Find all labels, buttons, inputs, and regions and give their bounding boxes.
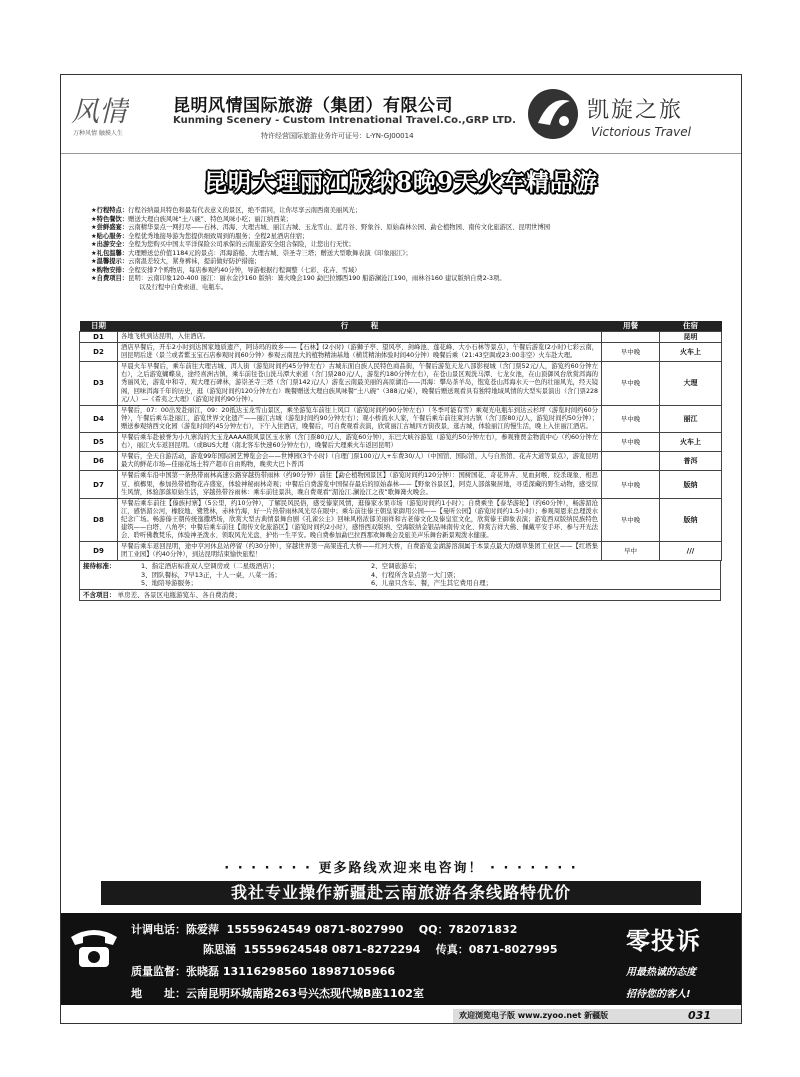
day-cell: D4 bbox=[80, 405, 118, 432]
table-row bbox=[80, 452, 722, 471]
table-row bbox=[80, 362, 722, 405]
itinerary-cell: 早餐后乘车前往【傣族村寨】（5公里，约10分钟），了解民风民俗，感受傣家风情，逛傣家水果市场（游览时间约1小时）；自费乘坐【泰华游轮】（约60分钟），畅游湄沧江，感悟湄公河，橡胶地、鹭鸶林，赤林竹海，好一片热带雨林风光尽在眼中；乘车前往傣王朝皇家御用公园——【曼听公园】（游览时间约1.5小时）；参观周恩来总理泼水纪念广场。畅游傣王朝传统迤撒塔场，欣赏大型古典情景舞台剧《孔雀公主》回味风格浓郁美丽祥和古老傣文化及傣皇室文化，欣赏傣王御象表演；游览西双版纳民族特色建筑——白塔、八角亭；中餐后乘车前往【南传文化旅游区】（游览时间约2小时），感悟西双版纳、空海版纳金银品味南传文化、仰赏吉祥大佛、佩戴平安手环、参与开光法会、聆听佛教梵乐，体验神圣泼水、领取风光光盘、护佑一生平安。晚自费参加勐巴拉西那欢舞晚会及旅美声乐舞台新景观泼水健康。 bbox=[118, 498, 602, 541]
day-cell: D1 bbox=[80, 332, 118, 343]
note-item: 1、指定酒店标准双人空调房或（二星级酒店）； bbox=[141, 562, 279, 570]
stay-cell: 火车上 bbox=[660, 433, 722, 452]
info-row bbox=[91, 258, 711, 267]
tour-info bbox=[91, 207, 711, 292]
info-key: ★购物安排： bbox=[91, 266, 129, 274]
qc-value: 张晓磊 13116298560 18987105966 bbox=[186, 965, 396, 978]
info-value: 云南温差较大，紧身裤袜，提前做好防护措施； bbox=[128, 258, 261, 265]
stay-cell: 大理 bbox=[660, 362, 722, 405]
info-key: ★行程特点： bbox=[91, 207, 129, 214]
table-row bbox=[80, 471, 722, 498]
info-row bbox=[91, 224, 711, 233]
table-header-row bbox=[80, 321, 722, 332]
info-value: 全程为您购买中国太平洋保险公司承保的云南旅游安全组合保险，让您出行无忧； bbox=[128, 241, 355, 248]
table-row bbox=[80, 498, 722, 541]
meal-cell bbox=[602, 452, 660, 471]
contact-name: 陈爱萍 bbox=[186, 923, 219, 936]
table-row bbox=[80, 542, 722, 561]
qq-label: QQ： bbox=[418, 923, 449, 936]
stay-cell: 普洱 bbox=[660, 452, 722, 471]
info-row bbox=[91, 241, 711, 250]
itinerary-cell: 早餐后乘车返回昆明，途中亨河休息站停留（约30分钟），穿越世界第一高架连孔大桥——红河大桥，自费游览金湖游溶洞属于本景点最大的烟草集团工业区——【红塔集团工业园】（约40分钟），到达昆明结束愉快旅程！ bbox=[118, 542, 602, 561]
info-value: 昆明：云南印象120-400 丽江：丽水金沙160 版纳：篝火晚会190 勐巴拉娜西190 船游澜沧江190，雨林谷160 建议版纳自费2-3项。 bbox=[128, 275, 506, 282]
info-value: 全程优秀地接导游为您提供细致周到的服务；全程2星酒店住宿； bbox=[128, 232, 309, 240]
itinerary-cell: 早晨火车早餐后，乘车前往大理古城、洱人街（游览时间约45分钟左右）古城东面白族人民特色商品街，午餐后游览天龙八部影视城（含门票52元/人，游览约60分钟左右），之后游览蝴蝶泉，途经喜洲古镇，乘车前往苍山洗马潭大索道（含门票280元/人，游览约180分钟左右），在苍山景区观洗马潭、七龙女池，在山顶御风台欣赏洱海的秀丽风光，游览中和寺、观大理石碑林，游崇圣寺三塔（含门票142元/人）游览云南最美丽的高原湖泊——洱海：攀岛茶羊岛，饱览苍山洱海水天一色的壮丽风光，经天镜阁，回味洱海千年的历史，逛（游览时间约120分钟左右）晚餐赠送大理白族风味餐“土八碗”（388元/桌），晚餐后赠送观看具有独特地域风情的大型实景演出（含门票228元/人）—《希夷之大理》（游览时间约90分钟）。 bbox=[118, 362, 602, 405]
stay-cell: 昆明 bbox=[660, 332, 722, 343]
note-item: 5、地陪导游服务； bbox=[141, 579, 198, 588]
victorious-logo-icon bbox=[526, 87, 580, 141]
itinerary-cell: 早餐后乘车赴被誉为小九寨沟的大玉龙AAAA级风景区玉水寨（含门票80元/人，游览60分钟），东巴大峡谷游览（游览约50分钟左右），参观雅贾金物流中心（约60分钟左右），丽江火车返回昆明。（或BUS大理（南北客车快速60分钟左右），晚餐后大理乘火车返回昆明） bbox=[118, 433, 602, 452]
itinerary-table bbox=[79, 321, 722, 561]
info-row bbox=[91, 284, 711, 293]
day-cell: D3 bbox=[80, 362, 118, 405]
logo-text: 风情 bbox=[71, 95, 128, 128]
info-key: ★礼包温馨： bbox=[91, 249, 129, 257]
itinerary-cell: 早餐后，07：00出发赴丽江，09：20抵达玉龙雪山景区，乘坐游览车前往上风口（游览时间约90分钟左右）（冬季可能有雪）乘观光电瓶车到达云杉坪（游览时间约60分钟），午餐后乘车赴丽江，游览世界文化遗产——丽江古城（游览时间约90分钟左右）；观小桥流水人家，午餐后乘车前往束河古镇（含门票80元/人，游览时间约50分钟）；赠送参观纳西文化园（游览时间约45分钟左右），下午入住酒店，晚餐后，可自费观看表演，欣赏丽江古城四方街夜景，逛古城，体验丽江的慢生活，晚上入住丽江酒店。 bbox=[118, 405, 602, 432]
info-row bbox=[91, 275, 711, 284]
qc-label: 质量监督： bbox=[131, 965, 186, 978]
service-notes bbox=[79, 561, 721, 601]
brochure-page bbox=[60, 74, 742, 1024]
info-key: ★贴心服务： bbox=[91, 232, 129, 240]
stay-cell: /// bbox=[660, 542, 722, 561]
address-row bbox=[131, 985, 424, 1001]
contact-name: 陈思涵 bbox=[203, 943, 236, 956]
meal-cell bbox=[602, 332, 660, 343]
info-value: 赠送大理白族风味“土八碗”、特色风味小吃；丽江纳西菜； bbox=[128, 215, 293, 223]
excl-text: 单房差、各景区电瓶游览车、各自费消费； bbox=[117, 590, 242, 599]
note-item: 4、行程所含景点第一大门票； bbox=[371, 570, 460, 579]
header bbox=[61, 75, 741, 154]
slogan-2: 招待您的客人! bbox=[626, 989, 691, 1000]
zero-complaint: 零投诉 bbox=[626, 926, 701, 955]
quality-row bbox=[131, 963, 395, 979]
day-cell: D9 bbox=[80, 542, 118, 561]
day-cell: D7 bbox=[80, 471, 118, 498]
address-value: 云南昆明环城南路263号兴杰现代城B座1102室 bbox=[186, 987, 424, 1000]
fax-number: 0871-8027995 bbox=[468, 943, 558, 956]
address-label: 地 址： bbox=[131, 987, 186, 1000]
license-number: 特许经营国际旅游业务许可证号：L-YN-GJ00014 bbox=[261, 132, 414, 140]
info-key: ★温馨提示： bbox=[91, 258, 129, 265]
stay-cell: 火车上 bbox=[660, 343, 722, 362]
info-row bbox=[91, 267, 711, 276]
brand-name: 凯旋之旅 bbox=[587, 98, 684, 123]
footer-text: 欢迎浏览电子版 www.zyoo.net 新疆版 bbox=[459, 1011, 609, 1020]
stay-cell: 丽江 bbox=[660, 405, 722, 432]
fax-label: 传真： bbox=[435, 943, 469, 956]
excl-label: 不含项目： bbox=[83, 590, 116, 599]
info-value: 以及行程中自费索道、电瓶车。 bbox=[139, 283, 228, 291]
page-title: 昆明大理丽江版纳8晚9天火车精品游 bbox=[203, 169, 598, 196]
day-cell: D6 bbox=[80, 452, 118, 471]
info-key: ★自费项目： bbox=[91, 275, 129, 282]
company-logo-icon bbox=[69, 87, 129, 139]
hotline-row-2 bbox=[203, 941, 558, 957]
itinerary-cell: 酒店早餐后，开车2小时到达国家地质遗产，阿诗玛的故乡——【石林】(2小时)（游狮子亭、望风亭、剑峰池、莲花峰、大小石林等景点），午餐后游览(2小时)七彩云南，回昆明后进（景兰或者紫玉宝石店参观时间60分钟）参观云南昆大的植物精油基地（横贯精油体验时间40分钟）晚餐后乘（21:43空调或23:00非空）火车赴大理。 bbox=[118, 343, 602, 362]
info-row bbox=[91, 233, 711, 242]
info-value: 行程谷纳最具特色和最有代表意义的景区，绝不雷同，让你尽享云南西南美丽风光； bbox=[128, 207, 362, 214]
meal-cell: 早中 bbox=[602, 542, 660, 561]
footer-bar bbox=[453, 1009, 741, 1023]
company-name: 昆明风情国际旅游（集团）有限公司 bbox=[173, 96, 453, 116]
table-row bbox=[80, 343, 722, 362]
note-item: 6、儿童只含车、餐，产生其它费用自理； bbox=[371, 579, 493, 588]
contact-panel bbox=[61, 913, 741, 1005]
info-key: ★特色餐饮： bbox=[91, 215, 129, 223]
info-row bbox=[91, 207, 711, 216]
info-row bbox=[91, 250, 711, 259]
info-key: ★尝鲜盛宴： bbox=[91, 224, 129, 231]
hotline-row bbox=[131, 921, 517, 937]
info-key: ★出游安全： bbox=[91, 241, 129, 248]
company-name-en: Kunming Scenery - Custom Intrenational Travel.Co.,GRP LTD. bbox=[173, 115, 516, 126]
meal-cell: 早中晚 bbox=[602, 471, 660, 498]
brand-name-en: Victorious Travel bbox=[591, 125, 691, 139]
meal-cell: 早中晚 bbox=[602, 498, 660, 541]
stay-cell: 版纳 bbox=[660, 498, 722, 541]
contact-phones: 15559624548 0871-8272294 bbox=[243, 943, 421, 956]
info-value: 全程安排7个购物店，每店参观约40分钟，导游根据行程调整（七彩、花卉、雪域） bbox=[128, 266, 361, 274]
info-value: 大理赠送总价值1184元的景点：洱海游船、大理古城、崇圣寺三塔；赠送大型歌舞表演《印象丽江》； bbox=[128, 249, 412, 257]
more-routes-banner: · · · · · · · 更多路线欢迎来电咨询！ · · · · · · · bbox=[224, 861, 578, 876]
hotline-label: 计调电话： bbox=[131, 923, 186, 936]
qq-number: 782071832 bbox=[448, 923, 518, 936]
day-cell: D5 bbox=[80, 433, 118, 452]
meal-cell: 早中晚 bbox=[602, 362, 660, 405]
info-value: 云南精华景点一网打尽——石林、洱海、大理古城、丽江古城、玉龙雪山、蓝月谷、野象谷、原始森林公园、勐仑植物园、南传文化旅游区、昆明世博园 bbox=[128, 224, 551, 231]
info-row bbox=[91, 216, 711, 225]
page-number: 031 bbox=[688, 1009, 711, 1022]
header-stay: 住宿 bbox=[660, 321, 722, 332]
promo-banner: 我社专业操作新疆赴云南旅游各条线路特优价 bbox=[101, 881, 701, 905]
slogan-1: 用最热诚的态度 bbox=[626, 967, 696, 978]
logo-sub: 万种风情 触摸人生 bbox=[73, 130, 123, 137]
info-key bbox=[91, 284, 139, 293]
contact-phones: 15559624549 0871-8027990 bbox=[226, 923, 404, 936]
telephone-icon bbox=[67, 923, 121, 971]
itinerary-cell: 早餐后，全天自游活动，游览99年国际园艺博览会会——世博园(3个小时)（自理门票100元/人+车费30/人）（中国馆、国际馆、人与自然馆、花卉大道等景点），游览昆明最大的鲜花市场—佳丽花场土特产超市自由购物，晚卖大巴卜普洱 bbox=[118, 452, 602, 471]
day-cell: D2 bbox=[80, 343, 118, 362]
table-row bbox=[80, 332, 722, 343]
header-day: 日期 bbox=[80, 321, 118, 332]
itinerary-cell: 各地飞机到达昆明，入住酒店。 bbox=[118, 332, 602, 343]
meal-cell: 早中晚 bbox=[602, 433, 660, 452]
std-label: 接待标准： bbox=[83, 562, 116, 570]
meal-cell: 早中晚 bbox=[602, 405, 660, 432]
day-cell: D8 bbox=[80, 498, 118, 541]
itinerary-cell: 早餐后乘车沿中国第一条热带雨林高速公路穿越热带雨林（约90分钟）前往【勐仑植物园景区】（游览时间约120分钟）：国树国花、奇花异卉、见血封喉、绞杀现象、相思豆、槟榔果，参加热带植物花卉盛宴，体验神秘雨林奇观；中餐后自费游览中国保存最后的原始森林——【野象谷景区】，阿克人部落聚居地，寻觅深藏的野生动物，感受原生风情，体验部落原始生活，穿越热带谷雨林：乘车前往景洪，晚自费观看“湄沧江.澜沧江之夜”歌舞篝火晚会。 bbox=[118, 471, 602, 498]
table-row bbox=[80, 433, 722, 452]
header-itinerary: 行 程 bbox=[118, 321, 602, 332]
table-row bbox=[80, 405, 722, 432]
note-item: 2、空调旅游车； bbox=[371, 562, 421, 570]
header-meal: 用餐 bbox=[602, 321, 660, 332]
meal-cell: 早中晚 bbox=[602, 343, 660, 362]
note-item: 3、团队餐标，7早13正，十人一桌，八菜一汤； bbox=[141, 570, 282, 579]
stay-cell: 版纳 bbox=[660, 471, 722, 498]
